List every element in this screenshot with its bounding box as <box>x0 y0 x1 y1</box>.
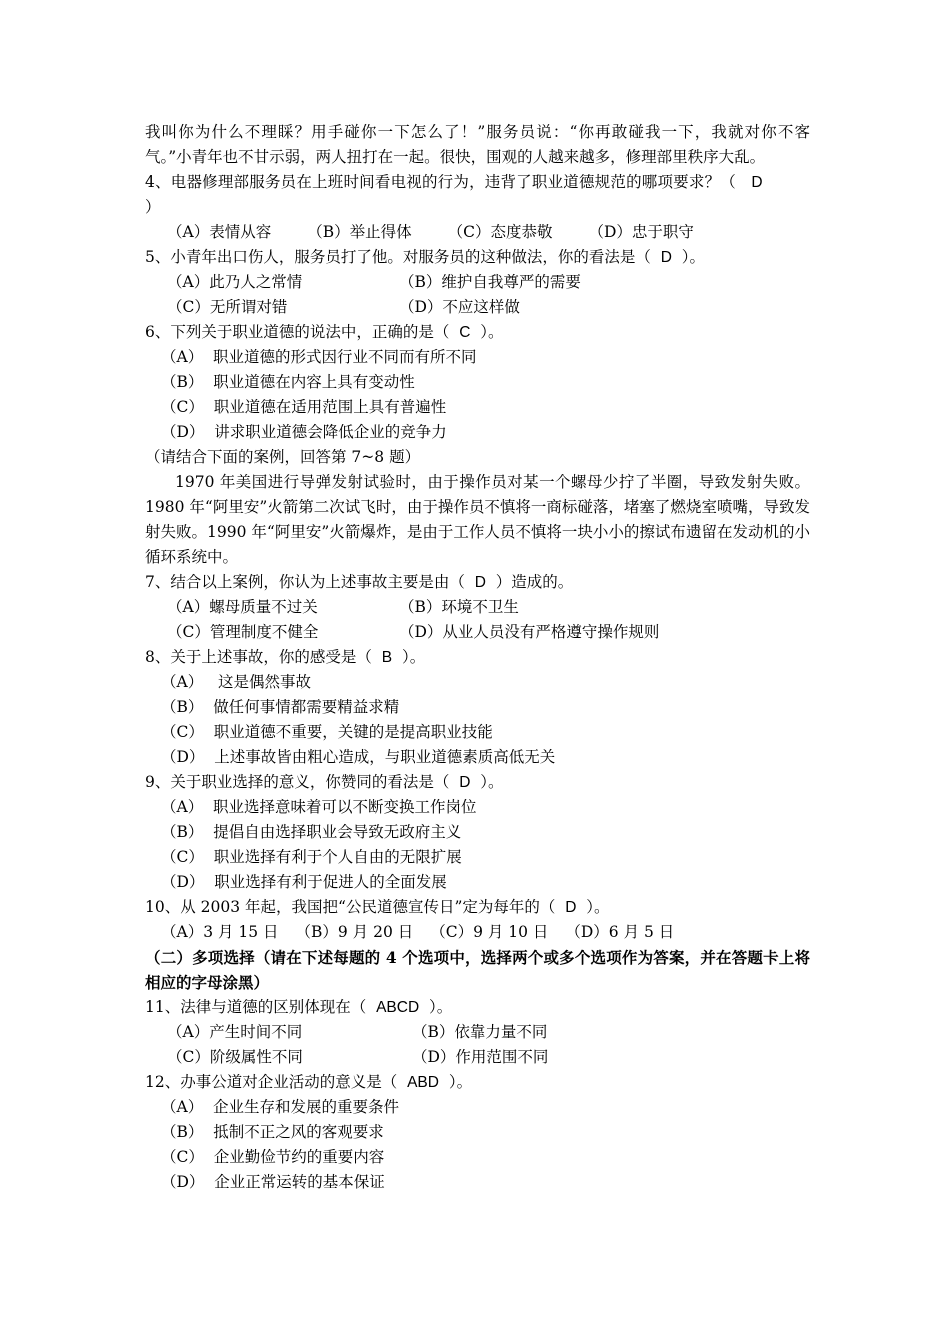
option-b: （B） 抵制不正之风的客观要求 <box>161 1123 384 1141</box>
option-a: （A）表情从容 <box>167 223 272 241</box>
option-b: （B）举止得体 <box>307 223 412 241</box>
option-c: （C） 职业道德不重要，关键的是提高职业技能 <box>161 723 493 741</box>
question-11-options-row-1 <box>145 1020 810 1045</box>
question-5-options-row-1 <box>145 270 810 295</box>
question-7-stem <box>145 570 810 595</box>
question-9-stem-end: ）。 <box>480 773 504 791</box>
question-8-stem <box>145 645 810 670</box>
option-b: （B） 提倡自由选择职业会导致无政府主义 <box>161 823 462 841</box>
question-10-stem-end: ）。 <box>586 898 610 916</box>
option-a: （A）3 月 15 日 <box>161 923 279 941</box>
question-6-answer: C <box>459 324 471 341</box>
section-2-heading: （二）多项选择（请在下述每题的 4 个选项中，选择两个或多个选项作为答案，并在答题卡上将相应的字母涂黑） <box>145 948 810 992</box>
question-10-options <box>145 920 810 945</box>
question-11-stem-text: 11、法律与道德的区别体现在（ <box>145 998 367 1016</box>
case-2-intro: （请结合下面的案例，回答第 7~8 题） <box>145 448 421 466</box>
option-b: （B）维护自我尊严的需要 <box>399 273 581 291</box>
option-d: （D） 上述事故皆由粗心造成，与职业道德素质高低无关 <box>161 748 556 766</box>
question-5-stem-text: 5、小青年出口伤人，服务员打了他。对服务员的这种做法，你的看法是（ <box>145 248 651 266</box>
option-b: （B）依靠力量不同 <box>412 1023 548 1041</box>
option-b: （B） 做任何事情都需要精益求精 <box>161 698 400 716</box>
question-5-answer: D <box>660 249 672 266</box>
option-c: （C）阶级属性不同 <box>167 1048 303 1066</box>
question-6-stem-text: 6、下列关于职业道德的说法中，正确的是（ <box>145 323 450 341</box>
option-d: （D）6 月 5 日 <box>565 923 675 941</box>
question-7-stem-end: ）造成的。 <box>495 573 574 591</box>
question-5-options-row-2 <box>145 295 810 320</box>
question-9-answer: D <box>459 774 471 791</box>
option-a: （A） 企业生存和发展的重要条件 <box>161 1098 400 1116</box>
option-d: （D）忠于职守 <box>588 223 694 241</box>
option-a: （A）此乃人之常情 <box>167 273 303 291</box>
question-4-answer: D <box>751 174 763 191</box>
question-9-stem-text: 9、关于职业选择的意义，你赞同的看法是（ <box>145 773 450 791</box>
question-8-answer: B <box>381 649 393 666</box>
question-6-stem-end: ）。 <box>480 323 504 341</box>
question-4-stem-text: 4、电器修理部服务员在上班时间看电视的行为，违背了职业道德规范的哪项要求？（ <box>145 173 736 191</box>
option-c: （C）管理制度不健全 <box>167 623 319 641</box>
option-d: （D）作用范围不同 <box>412 1048 549 1066</box>
option-d: （D）从业人员没有严格遵守操作规则 <box>399 623 660 641</box>
question-8-stem-end: ）。 <box>401 648 426 666</box>
question-10-stem <box>145 895 810 920</box>
option-c: （C）态度恭敬 <box>447 223 553 241</box>
option-a: （A） 职业选择意味着可以不断变换工作岗位 <box>161 798 477 816</box>
question-4-stem-end: ） <box>145 198 161 216</box>
question-10-stem-text: 10、从 2003 年起，我国把“公民道德宣传日”定为每年的（ <box>145 898 556 916</box>
option-d: （D） 企业正常运转的基本保证 <box>161 1173 385 1191</box>
question-11-stem <box>145 995 810 1020</box>
question-7-stem-text: 7、结合以上案例，你认为上述事故主要是由（ <box>145 573 465 591</box>
case-text: 我叫你为什么不理睬？用手碰你一下怎么了！”服务员说：“你再敢碰我一下，我就对你不客气。”小青年也不甘示弱，两人扭打在一起。很快，围观的人越来越多，修理部里秩序大乱。 <box>145 123 810 166</box>
question-5-stem <box>145 245 810 270</box>
question-9-stem <box>145 770 810 795</box>
question-12-stem-end: ）。 <box>448 1073 473 1091</box>
question-4-stem <box>145 170 810 220</box>
option-a: （A）螺母质量不过关 <box>167 598 318 616</box>
option-c: （C） 企业勤俭节约的重要内容 <box>161 1148 385 1166</box>
document-page <box>145 120 810 1195</box>
question-6-stem <box>145 320 810 345</box>
question-7-options-row-1 <box>145 595 810 620</box>
option-c: （C）无所谓对错 <box>167 298 288 316</box>
option-b: （B）9 月 20 日 <box>295 923 414 941</box>
question-12-stem <box>145 1070 810 1095</box>
option-a: （A） 这是偶然事故 <box>161 673 311 691</box>
option-a: （A） 职业道德的形式因行业不同而有所不同 <box>161 348 477 366</box>
option-c: （C）9 月 10 日 <box>430 923 549 941</box>
case-2-text: 1970 年美国进行导弹发射试验时，由于操作员对某一个螺母少拧了半圈，导致发射失败。1980 年“阿里安”火箭第二次试飞时，由于操作员不慎将一商标碰落，堵塞了燃烧室喷嘴，导致发射失败。1990 年“阿里安”火箭爆炸，是由于工作人员不慎将一块小小的擦试布遗留在发动机的小循环系统中。 <box>145 473 810 566</box>
option-c: （C） 职业道德在适用范围上具有普遍性 <box>161 398 447 416</box>
option-d: （D）不应这样做 <box>399 298 520 316</box>
option-a: （A）产生时间不同 <box>167 1023 303 1041</box>
question-11-stem-end: ）。 <box>429 998 453 1016</box>
option-b: （B）环境不卫生 <box>399 598 519 616</box>
question-12-stem-text: 12、办事公道对企业活动的意义是（ <box>145 1073 398 1091</box>
question-5-stem-end: ）。 <box>681 248 706 266</box>
question-8-stem-text: 8、关于上述事故，你的感受是（ <box>145 648 372 666</box>
question-11-answer: ABCD <box>376 999 420 1016</box>
option-b: （B） 职业道德在内容上具有变动性 <box>161 373 415 391</box>
question-7-options-row-2 <box>145 620 810 645</box>
question-4-options <box>145 220 810 245</box>
question-11-options-row-2 <box>145 1045 810 1070</box>
option-d: （D） 职业选择有利于促进人的全面发展 <box>161 873 447 891</box>
option-c: （C） 职业选择有利于个人自由的无限扩展 <box>161 848 462 866</box>
option-d: （D） 讲求职业道德会降低企业的竞争力 <box>161 423 447 441</box>
question-7-answer: D <box>474 574 486 591</box>
question-10-answer: D <box>565 899 577 916</box>
question-12-answer: ABD <box>407 1074 439 1091</box>
